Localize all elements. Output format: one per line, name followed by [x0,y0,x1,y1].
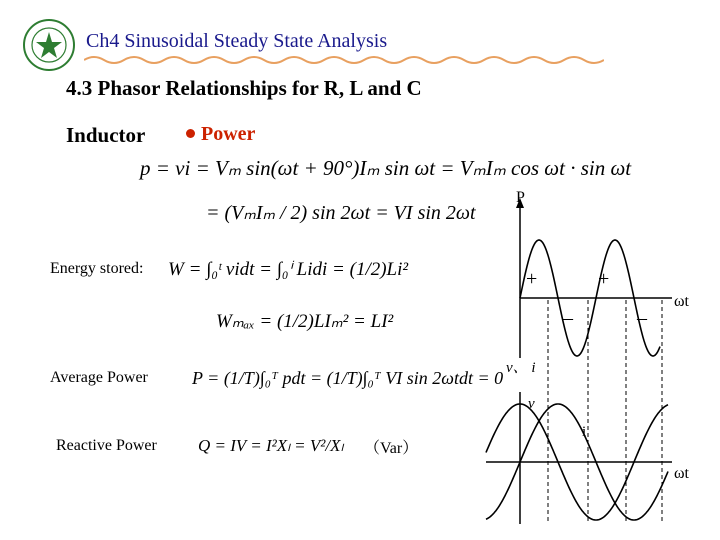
power-equation-line2: = (VₘIₘ / 2) sin 2ωt = VI sin 2ωt [206,202,476,224]
wmax-equation: Wₘₐₓ = (1/2)LIₘ² = LI² [216,311,394,332]
reactive-power-unit: （Var） [364,440,419,457]
bottom-i-label: i [582,424,587,440]
top-plus-1: + [526,268,538,290]
bottom-v-label: v [528,396,535,412]
top-x-label: ωt [674,293,689,310]
top-under-label: v、 i [506,360,536,376]
chapter-title: Ch4 Sinusoidal Steady State Analysis [86,30,388,52]
bullet-label: Power [201,123,256,145]
power-equation-line1: p = vi = Vₘ sin(ωt + 90°)Iₘ sin ωt = VₘIₘ cos ωt · sin ωt [140,156,632,180]
top-plus-2: + [598,268,610,290]
top-y-label: P [516,189,525,206]
topic-element: Inductor [66,123,146,147]
energy-stored-label: Energy stored: [50,260,144,277]
reactive-power-label: Reactive Power [56,437,157,454]
energy-equation: W = ∫₀ᵗ vidt = ∫₀ⁱ Lidi = (1/2)Li² [168,259,409,280]
reactive-power-equation: Q = IV = I²Xₗ = V²/Xₗ [198,436,344,455]
average-power-label: Average Power [50,369,148,386]
bottom-x-label: ωt [674,465,689,482]
section-title: 4.3 Phasor Relationships for R, L and C [66,76,422,100]
top-minus-2: – [637,307,647,329]
average-power-equation: P = (1/T)∫₀ᵀ pdt = (1/T)∫₀ᵀ VI sin 2ωtdt = 0 [192,368,504,388]
top-minus-1: – [563,307,573,329]
